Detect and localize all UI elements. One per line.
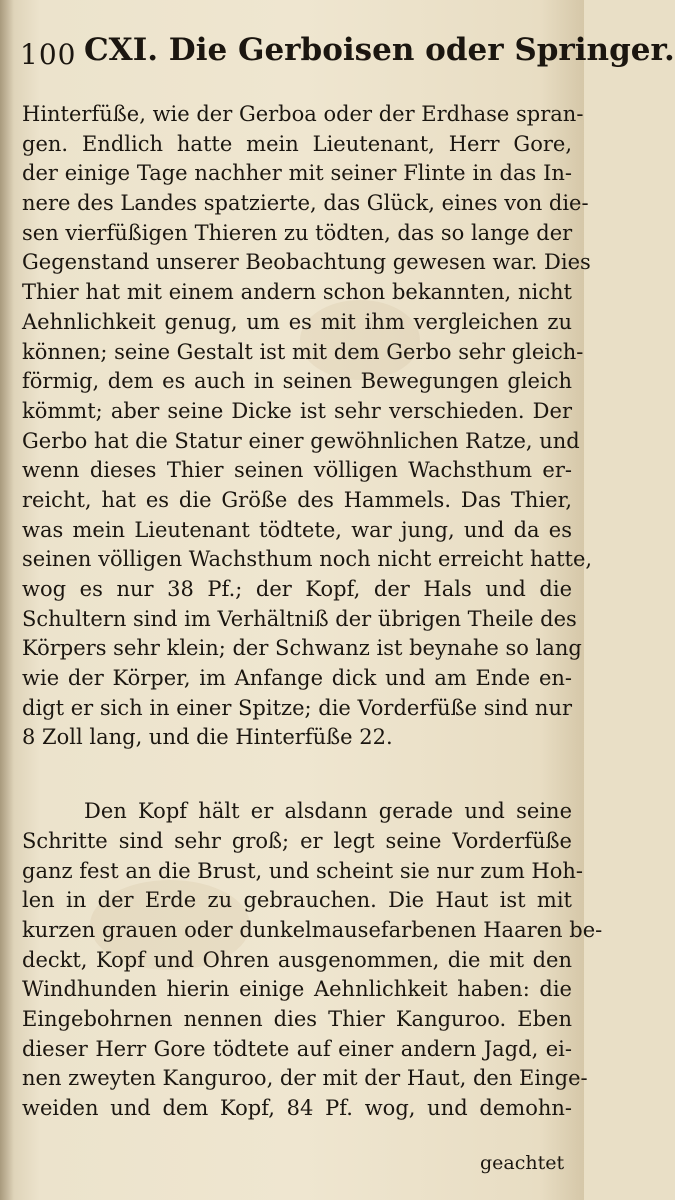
text-line: reicht, hat es die Größe des Hammels. Das Thier,	[22, 487, 572, 512]
text-line: ganz fest an die Brust, und scheint sie nur zum Hoh-	[22, 858, 583, 883]
text-line: Thier hat mit einem andern schon bekannten, nicht	[22, 280, 572, 305]
text-line: nere des Landes spatzierte, das Glück, eines von die-	[22, 191, 589, 216]
text-line: Windhunden hierin einige Aehnlichkeit haben: die	[22, 977, 572, 1002]
text-line: deckt, Kopf und Ohren ausgenommen, die mit den	[22, 947, 572, 972]
text-line: förmig, dem es auch in seinen Bewegungen gleich	[22, 369, 572, 394]
text-line: Aehnlichkeit genug, um es mit ihm vergleichen zu	[22, 309, 572, 334]
text-line: können; seine Gestalt ist mit dem Gerbo sehr gleich-	[22, 339, 584, 364]
text-line: len in der Erde zu gebrauchen. Die Haut ist mit	[22, 888, 572, 913]
text-line: Körpers sehr klein; der Schwanz ist beynahe so lang	[22, 636, 582, 661]
text-line: Schritte sind sehr groß; er legt seine Vorderfüße	[22, 828, 572, 853]
paragraph-gap	[22, 753, 572, 797]
text-line: gen. Endlich hatte mein Lieutenant, Herr Gore,	[22, 131, 572, 156]
text-line: kömmt; aber seine Dicke ist sehr verschieden. Der	[22, 398, 572, 423]
text-line: weiden und dem Kopf, 84 Pf. wog, und demohn-	[22, 1096, 572, 1120]
text-line: wenn dieses Thier seinen völligen Wachsthum er-	[22, 458, 572, 483]
body-text	[22, 100, 603, 1124]
text-line: seinen völligen Wachsthum noch nicht erreicht hatte,	[22, 547, 593, 572]
text-line: wie der Körper, im Anfange dick und am Ende en-	[22, 666, 572, 691]
text-line: der einige Tage nachher mit seiner Flinte in das In-	[22, 161, 572, 186]
spine-shadow	[0, 0, 14, 1200]
text-line: Schultern sind im Verhältniß der übrigen Theile des	[22, 606, 577, 631]
paragraph-1	[22, 100, 593, 753]
text-line: Gegenstand unserer Beobachtung gewesen war. Dies	[22, 250, 591, 275]
text-line: sen vierfüßigen Thieren zu tödten, das so lange der	[22, 220, 573, 245]
text-line: Den Kopf hält er alsdann gerade und seine	[84, 799, 572, 824]
page-number: 100	[20, 38, 77, 71]
text-line: kurzen grauen oder dunkelmausefarbenen Haaren be-	[22, 917, 603, 942]
text-line: dieser Herr Gore tödtete auf einer andern Jagd, ei-	[22, 1036, 572, 1061]
text-line: Hinterfüße, wie der Gerboa oder der Erdhase spran-	[22, 102, 584, 126]
text-line: 8 Zoll lang, und die Hinterfüße 22.	[22, 725, 393, 750]
text-line: nen zweyten Kanguroo, der mit der Haut, den Einge-	[22, 1066, 588, 1091]
text-line: Eingebohrnen nennen dies Thier Kanguroo. Eben	[22, 1006, 572, 1031]
text-line: was mein Lieutenant tödtete, war jung, und da es	[22, 517, 572, 542]
page-header	[0, 28, 675, 78]
running-head: CXI. Die Gerboisen oder Springer.	[84, 32, 675, 68]
text-line: wog es nur 38 Pf.; der Kopf, der Hals und die	[22, 577, 572, 601]
paragraph-2	[22, 797, 603, 1124]
catchword: geachtet	[480, 1152, 565, 1174]
text-line: Gerbo hat die Statur einer gewöhnlichen Ratze, und	[22, 428, 580, 453]
text-line: digt er sich in einer Spitze; die Vorderfüße sind nur	[22, 695, 573, 720]
